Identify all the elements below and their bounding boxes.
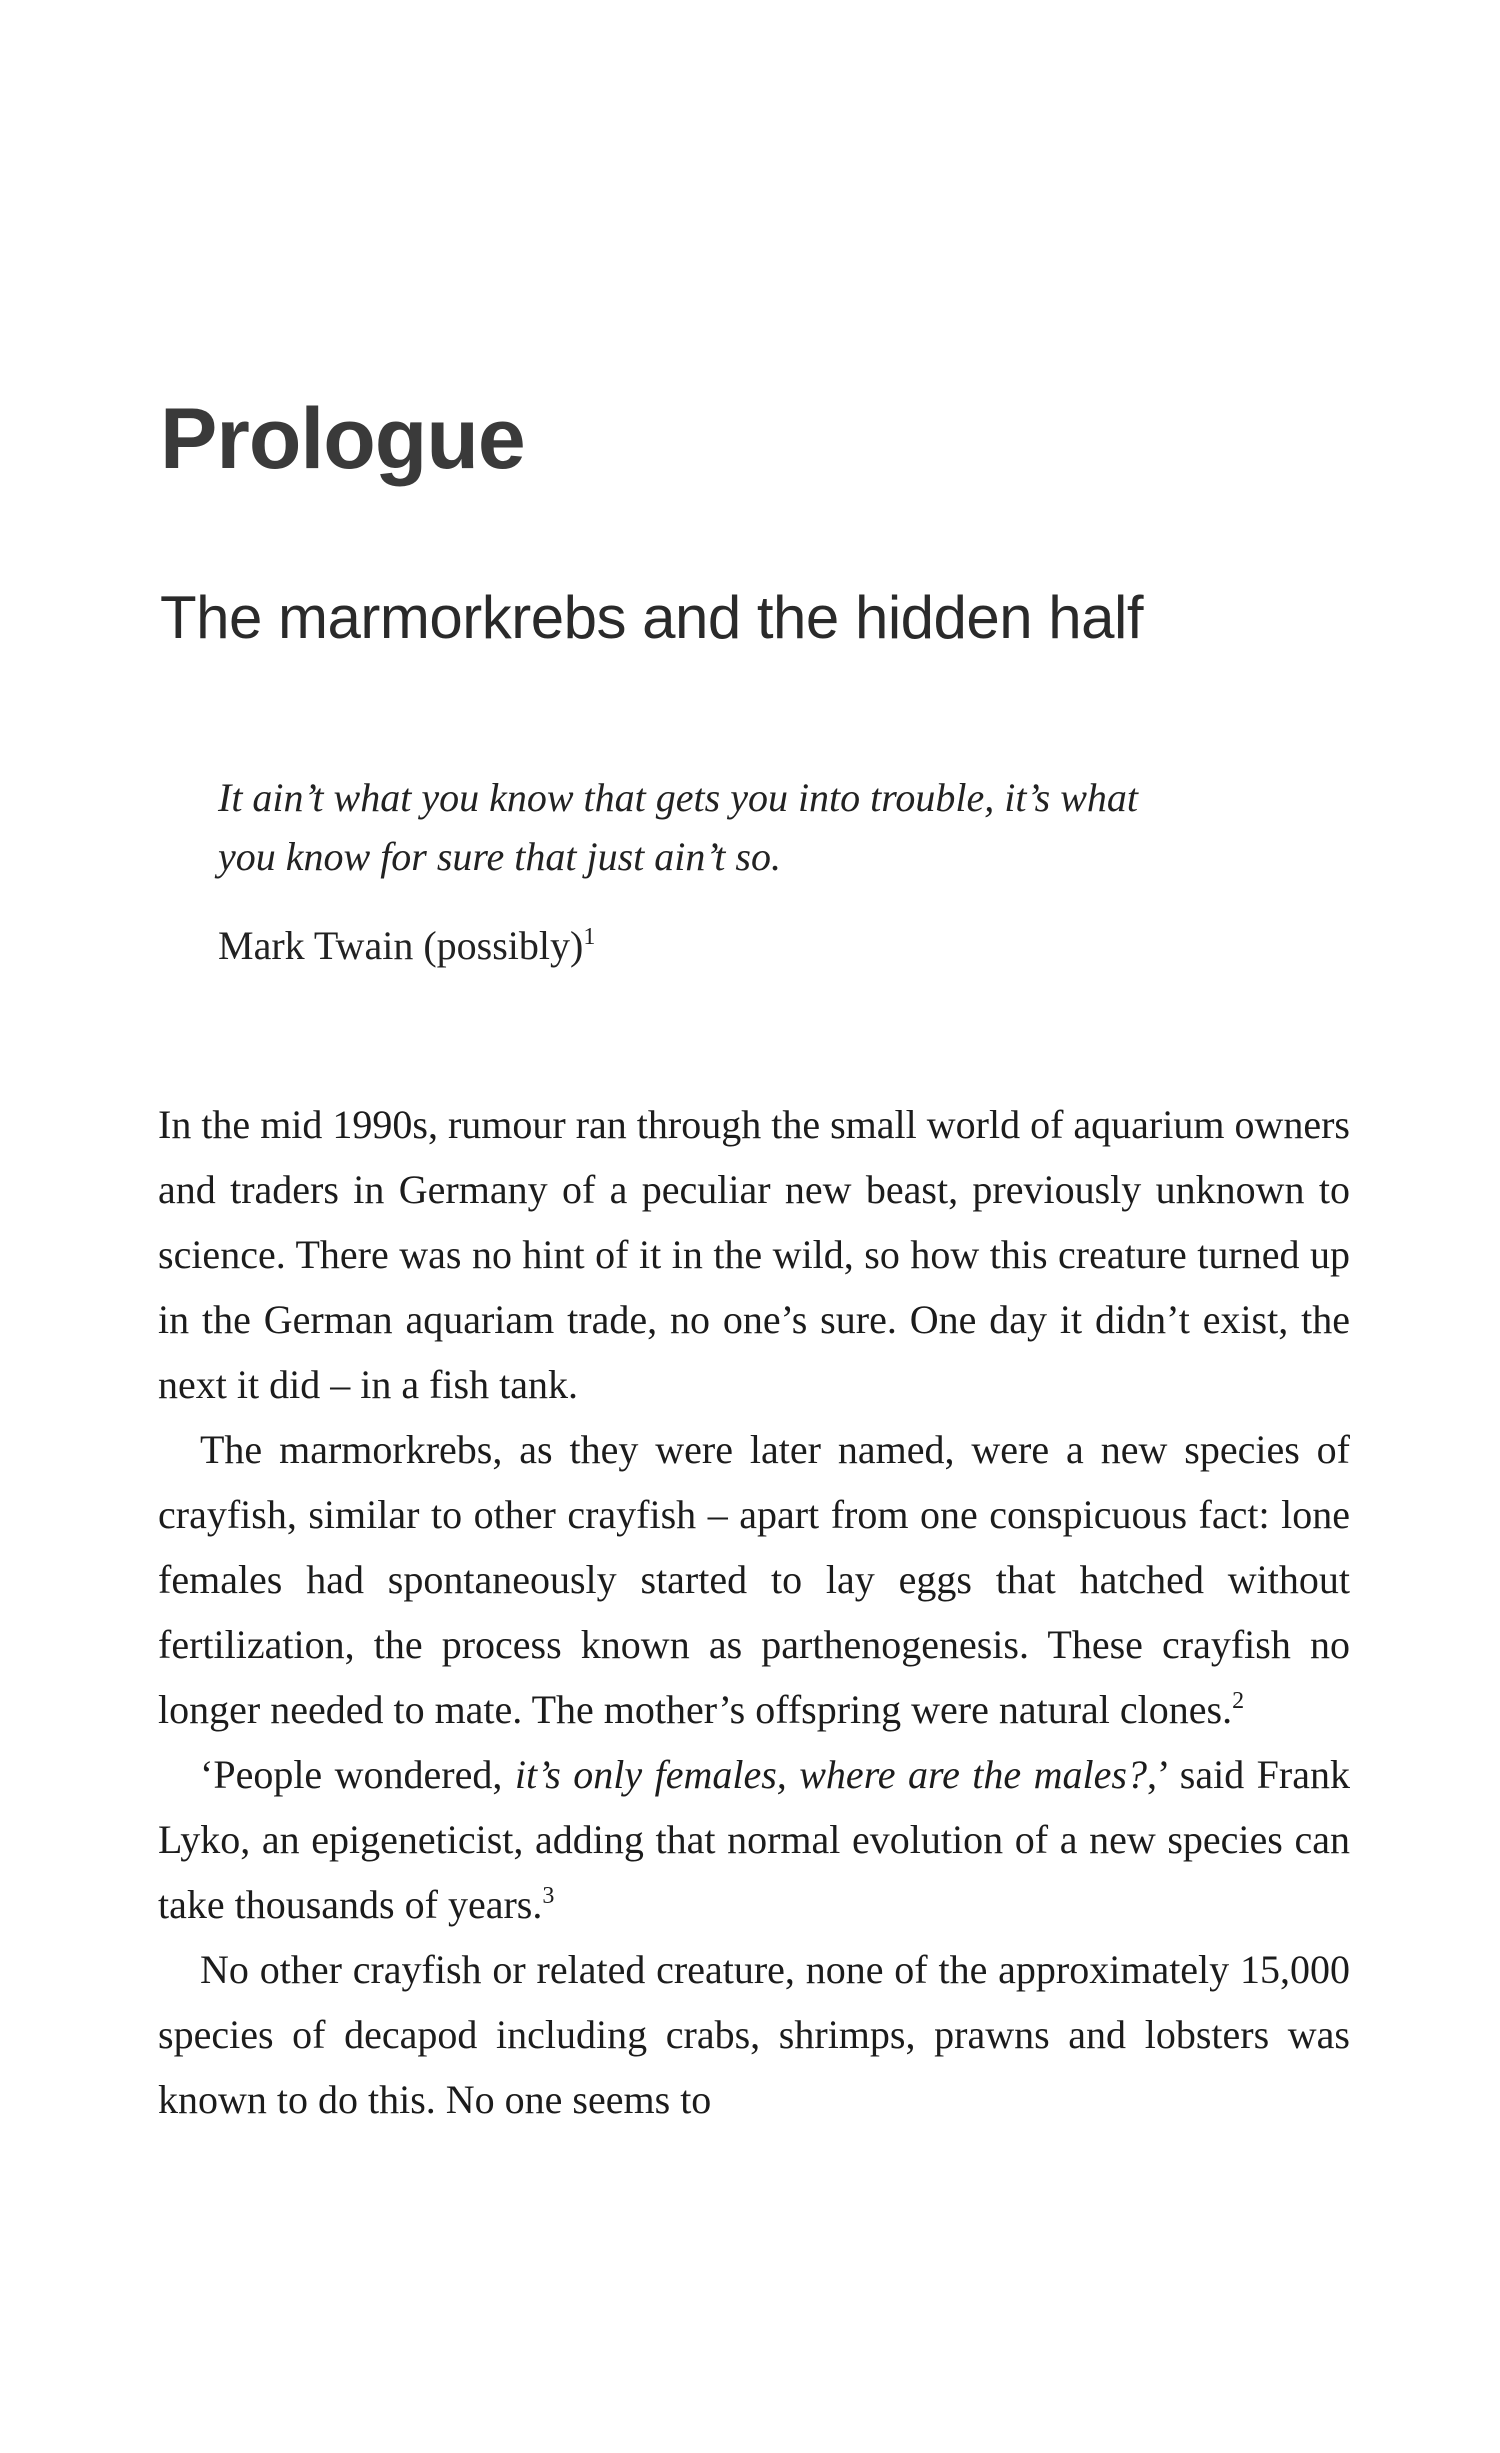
paragraph-3-text-b: ,’ said Frank Lyko, an epigeneticist, adding that normal evolution of a new species can take thousands of years.	[158, 1752, 1350, 1927]
footnote-marker-1: 1	[583, 924, 596, 950]
chapter-title: Prologue	[160, 391, 525, 487]
paragraph-3-text-a: ‘People wondered,	[200, 1752, 515, 1797]
paragraph-3	[158, 1742, 1350, 1937]
epigraph-attribution	[218, 916, 1368, 975]
body-text	[158, 1092, 1350, 2132]
paragraph-1: In the mid 1990s, rumour ran through the small world of aquarium owners and traders in Germany of a peculiar new beast, previously unknown to science. There was no hint of it in the wild, so how this creature turned up in the German aquariam trade, no one’s sure. One day it didn’t exist, the next it did – in a fish tank.	[158, 1102, 1350, 1407]
epigraph-quote-line-1: It ain’t what you know that gets you into trouble, it’s what	[218, 775, 1138, 820]
paragraph-4: No other crayfish or related creature, none of the approximately 15,000 species of decapod including crabs, shrimps, prawns and lobsters was known to do this. No one seems to	[158, 1947, 1350, 2122]
epigraph-quote	[218, 768, 1368, 886]
chapter-subtitle: The marmorkrebs and the hidden half	[160, 584, 1144, 651]
epigraph-quote-line-2: you know for sure that just ain’t so.	[218, 834, 781, 879]
epigraph	[218, 768, 1368, 975]
footnote-marker-3: 3	[542, 1883, 555, 1909]
paragraph-3-italic: it’s only females, where are the males?	[514, 1752, 1147, 1797]
epigraph-attribution-text: Mark Twain (possibly)	[218, 923, 584, 968]
paragraph-2	[158, 1417, 1350, 1742]
footnote-marker-2: 2	[1232, 1688, 1245, 1714]
paragraph-2-text: The marmorkrebs, as they were later named, were a new species of crayfish, similar to other crayfish – apart from one conspicuous fact: lone females had spontaneously started to lay eggs that hatched without fertilization, the process known as parthenogenesis. These crayfish no longer needed to mate. The mother’s offspring were natural clones.	[158, 1427, 1350, 1732]
